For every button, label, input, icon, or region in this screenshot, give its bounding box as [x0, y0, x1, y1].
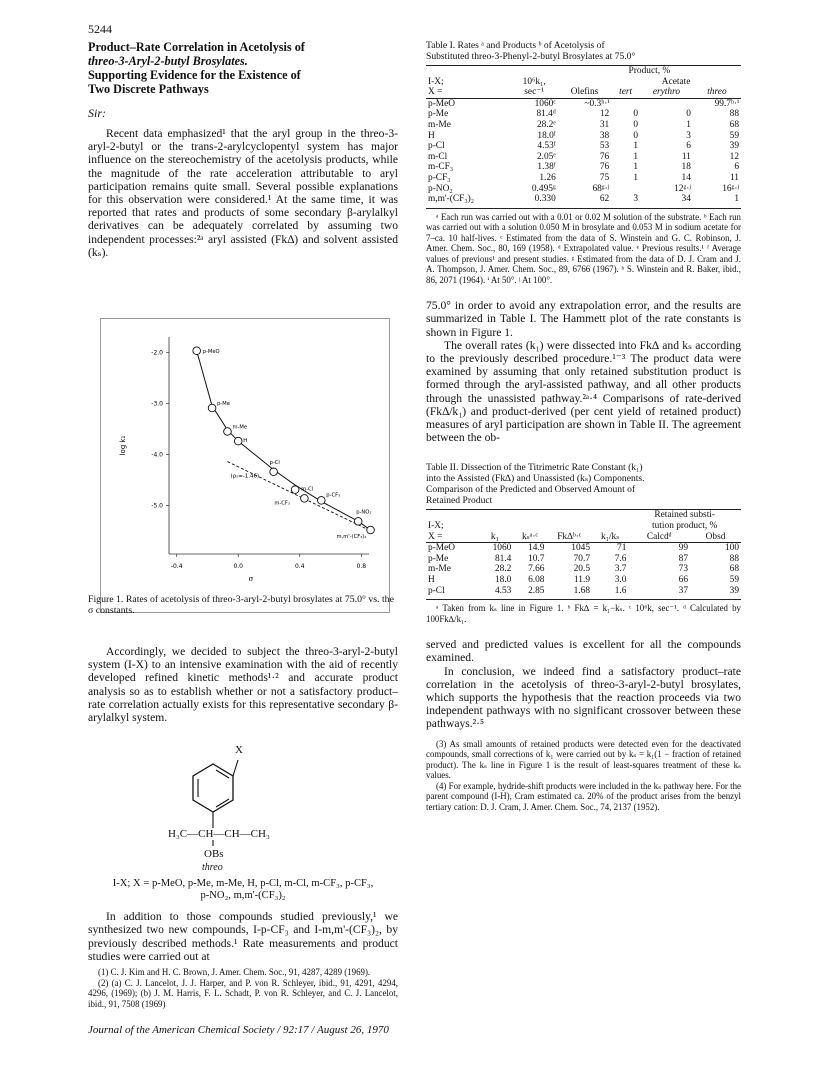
table-cell: 0 [686, 109, 691, 120]
point-label: m-CF₃ [274, 500, 291, 507]
table-cell [611, 184, 640, 195]
table-cell: 76 [599, 151, 610, 162]
table-cell: 59 [729, 575, 739, 586]
title-line: Supporting Evidence for the Existence of [88, 68, 301, 82]
table-cell: 4.53 [494, 585, 512, 596]
y-tick-label: -4.0 [151, 451, 163, 459]
table-cell: 99.7ʰ·ⁱ [714, 98, 739, 109]
product-header: Product, % [628, 66, 671, 76]
table-2-footnotes: ᵃ Taken from kₛ line in Figure 1. ᵇ Fk∆ = k₁−kₛ. ᶜ 10⁶k, sec⁻¹. ᵈ Calculated by 100Fk∆/k₁. [426, 599, 741, 624]
data-point [301, 495, 309, 503]
table-row [426, 152, 741, 163]
table-row [426, 120, 741, 131]
table-cell: m-Cl [428, 151, 448, 162]
data-point [318, 497, 326, 505]
data-point [270, 468, 278, 476]
left-column [88, 40, 398, 259]
table-cell: 3.7 [614, 564, 627, 575]
table-cell [611, 98, 640, 109]
x-tick-label: 0.4 [294, 563, 305, 570]
table-cell: 70.7 [573, 553, 591, 564]
table-cell: 1 [633, 162, 639, 173]
left-column-lower [88, 645, 398, 1009]
chain-label: H₃C—CH—CH—CH₃ [168, 828, 270, 841]
table-cell: 1060 [492, 543, 512, 554]
table-row [426, 194, 741, 205]
data-point [208, 404, 216, 412]
reference-2: (2) (a) C. J. Lancelot, J. J. Harper, and P. von R. Schleyer, ibid., 91, 4291, 4294, 4296, (1969); (b) J. M. Harris, F. L. Schadt, P. von R. Schleyer, and C. J. Lancelot, ibid., 91, 7508 (1969) [88, 977, 398, 1009]
table-2-title-line: Table II. Dissection of the Titrimetric Rate Constant (k₁) [426, 462, 643, 474]
table-cell: 3.0 [614, 575, 627, 586]
figure-1-caption: Figure 1. Rates of acetolysis of threo-3-aryl-2-butyl brosylates at 75.0° vs. the σ constants. [88, 594, 394, 616]
table-cell: 14 [681, 172, 691, 183]
point-label: p-NO₂ [356, 509, 372, 516]
paragraph-7: In conclusion, we indeed find a satisfactory product–rate correlation in the acetolysis of threo-3-aryl-2-butyl brosylates, which supports the hypothesis that the reaction proceeds via two independent pathways with no significant crossover between these pathways.²·⁵ [426, 664, 741, 731]
table-row [426, 173, 741, 184]
table-row [426, 184, 741, 195]
table-cell: p-CF₃ [428, 172, 451, 183]
table-row [426, 575, 741, 586]
table-cell: 0 [633, 130, 639, 141]
table-2-title-line: Retained Product [426, 495, 493, 507]
x-tick-label: 0.0 [233, 563, 244, 570]
x-tick-label: -0.4 [170, 563, 183, 570]
table-cell: p-Cl [428, 141, 445, 152]
table-cell: 38 [599, 130, 610, 141]
table-cell: 1.38ᶠ [537, 162, 556, 173]
col-header: erythro [652, 87, 681, 98]
table-cell: m,m'-(CF₃)₂ [428, 194, 474, 205]
table-cell: 1.26 [539, 172, 556, 183]
reference-4: (4) For example, hydride-shift products were included in the kₛ pathway here. For the parent compound (I-H), Cram estimated ca. 20% of the product arises from the benzyl tertiary cation: D. J. Cram, J. Amer. Chem. Soc., 74, 2137 (1952). [426, 780, 741, 812]
table-2-title-line: into the Assisted (Fk∆) and Unassisted (kₛ) Components. [426, 473, 645, 485]
table-cell: 34 [681, 194, 691, 205]
table-cell: m-Me [428, 564, 451, 575]
point-label: p-Me [217, 400, 230, 407]
acetate-header: Acetate [661, 76, 691, 87]
table-cell: 11 [681, 151, 691, 162]
table-cell: 68ᵍ·ʲ [592, 183, 610, 194]
data-point [354, 518, 362, 526]
col-header: Obsd [705, 531, 726, 542]
paragraph-5: The overall rates (k₁) were dissected into Fk∆ and kₛ according to the previously described procedure.¹⁻³ The product data were examined by assuming that only retained substitution product is formed through the aryl-assisted pathway, and all other products through the unassisted pathway.²ᵃ·⁴ Comparisons of rate-derived (Fk∆/k₁) and product-derived (per cent yield of retained product) measures of aryl participation are shown in Table II. The agreement between the ob- [426, 338, 741, 445]
table-cell [640, 98, 693, 109]
ks-line [227, 459, 372, 532]
table-cell: 1 [686, 119, 691, 130]
table-cell: 7.66 [528, 564, 545, 575]
table-cell: 62 [599, 194, 610, 205]
table-cell: 1 [633, 172, 639, 183]
right-references [426, 739, 741, 813]
reference-1: (1) C. J. Kim and H. C. Brown, J. Amer. Chem. Soc., 91, 4287, 4289 (1969). [98, 967, 371, 978]
table-cell: 39 [729, 141, 739, 152]
table-cell: 11 [729, 172, 739, 183]
col-header: Olefins [570, 87, 599, 98]
col-header: sec⁻¹ [524, 87, 545, 98]
table-cell: p-MeO [428, 98, 456, 109]
reference-3: (3) As small amounts of retained products were detected even for the deactivated compounds, small corrections of k₁ were carried out by kₛ = k₁(1 − fraction of retained product). The kₛ line in Figure 1 is the result of least-squares treatment of these kₛ values. [426, 738, 741, 781]
table-cell: 1060ᶜ [534, 98, 556, 109]
table-cell: 99 [678, 543, 689, 554]
table-cell: 88 [729, 109, 739, 120]
table-cell: 81.4 [494, 553, 512, 564]
point-label: p-CF₃ [326, 492, 341, 499]
point-label: p-MeO [202, 348, 220, 355]
table-cell: 2.85 [528, 585, 545, 596]
table-row [426, 162, 741, 173]
table-cell: 2.05ᵉ [536, 151, 556, 162]
point-label: m-Me [232, 424, 248, 431]
table-cell: 1 [633, 141, 639, 152]
table-cell: 4.53ᶠ [537, 141, 556, 152]
table-cell: 18.0 [494, 575, 512, 586]
table-1-title [426, 40, 741, 62]
hammett-plot [101, 319, 389, 612]
table-cell: 12 [599, 109, 610, 120]
table-cell: 20.5 [573, 564, 591, 575]
y-tick-label: -2.0 [151, 349, 163, 357]
table-cell: H [428, 130, 435, 141]
table-cell: 3 [686, 130, 691, 141]
col-header: Calcdᵈ [646, 531, 672, 542]
leaving-group-label: OBs [204, 848, 224, 861]
table-row [426, 109, 741, 120]
table-cell: 68 [729, 564, 739, 575]
table-cell: p-NO₂ [428, 183, 453, 194]
col-header: Fk∆ᵇ·ᶜ [557, 531, 582, 542]
table-cell: m-Me [428, 119, 451, 130]
table-cell: 0.495ᵍ [531, 183, 556, 194]
table-cell: 16ᵍ·ʲ [722, 183, 739, 194]
paragraph-4: 75.0° in order to avoid any extrapolation error, and the results are summarized in Table I. The Hammett plot of the rate constants is shown in Figure 1. [426, 299, 741, 339]
title-line: Two Discrete Pathways [88, 82, 209, 96]
table-cell: 6 [734, 162, 739, 173]
table-row [426, 586, 741, 597]
table-cell: 0 [633, 119, 639, 130]
table-1-footnotes: ᵃ Each run was carried out with a 0.01 or 0.02 M solution of the substrate. ᵇ Each run was carried out with a solution 0.050 M in brosylate and 0.053 M in sodium acetate for 7–ca. 10 half-lives. ᶜ Estimated from the data of S. Winstein and G. C. Robinson, J. Amer. Chem. Soc., 80, 169 (1958). ᵈ Extrapolated value. ᵉ Previous results.¹ ᶠ Average values of previous¹ and present studies. ᵍ Estimated from the data of D. J. Cram and J. A. Thompson, J. Amer. Chem. Soc., 89, 6766 (1967). ʰ S. Winstein and R. Baker, ibid., 86, 2071 (1964). ⁱ At 50°. ʲ At 100°. [426, 208, 741, 286]
table-cell: 28.2 [494, 564, 512, 575]
config-label: threo [202, 862, 223, 874]
y-tick-label: -5.0 [151, 502, 163, 510]
point-label: H [243, 438, 248, 445]
table-cell: p-Me [428, 553, 449, 564]
col-header: k₁/kₛ [601, 531, 620, 542]
table-cell: 3 [633, 194, 639, 205]
table-row [426, 554, 741, 565]
table-cell: p-Cl [428, 585, 445, 596]
table-cell: 68 [729, 119, 739, 130]
table-cell: 1045 [571, 543, 591, 554]
retained-header: tution product, % [652, 521, 718, 532]
table-cell: H [428, 575, 435, 586]
article-title [88, 40, 398, 96]
point-label: p-Cl [269, 459, 280, 466]
paragraph-6: served and predicted values is excellent for all the compounds examined. [426, 638, 741, 665]
table-cell: 6.08 [528, 575, 545, 586]
table-1 [426, 65, 741, 205]
table-cell: 1.6 [614, 585, 627, 596]
table-cell: 75 [599, 172, 610, 183]
col-header: I-X; [428, 521, 444, 532]
table-2-title-line: Comparison of the Predicted and Observed Amount of [426, 484, 636, 496]
table-cell: 39 [729, 585, 739, 596]
table-row [426, 141, 741, 152]
table-1-title-line: Substituted threo-3-Phenyl-2-butyl Brosylates at 75.0° [426, 51, 636, 62]
definition-line: I-X; X = p-MeO, p-Me, m-Me, H, p-Cl, m-Cl, m-CF₃, p-CF₃, [112, 878, 374, 890]
table-cell: 14.9 [528, 543, 545, 554]
table-cell: 71 [617, 543, 627, 554]
table-cell: m-CF₃ [428, 162, 454, 173]
table-cell: 12 [729, 151, 739, 162]
right-column [426, 40, 741, 812]
data-point [224, 428, 232, 436]
col-header: I-X; [428, 76, 444, 87]
table-2 [426, 509, 741, 596]
table-1-title-line: Table I. Rates ᵃ and Products ᵇ of Acetolysis of [426, 40, 605, 51]
left-references [88, 967, 398, 1009]
table-row [426, 98, 741, 109]
table-cell: 100 [724, 543, 739, 554]
table-cell: 6 [686, 141, 691, 152]
table-cell: 88 [729, 553, 739, 564]
table-cell: 37 [678, 585, 689, 596]
table-cell: 1 [734, 194, 739, 205]
table-cell: ~0.3ʰ·ⁱ [584, 98, 610, 109]
table-cell: 10.7 [528, 553, 545, 564]
table-cell: 87 [678, 553, 689, 564]
table-cell: 1.68 [573, 585, 591, 596]
table-cell: 1 [633, 151, 639, 162]
table-cell: 66 [678, 575, 689, 586]
x-axis-label: σ [248, 575, 254, 583]
table-cell: 59 [729, 130, 739, 141]
col-header: X = [428, 531, 443, 542]
col-header: threo [707, 87, 727, 98]
table-cell: 81.4ᵈ [536, 109, 556, 120]
retained-header: Retained substi- [654, 510, 716, 521]
paragraph-2: Accordingly, we decided to subject the threo-3-aryl-2-butyl system (I-X) to an intensive examination with the aid of recently developed refined kinetic methods¹·² and accurate product analysis so as to establish whether or not a satisfactory product–rate correlation actually exists for this representative secondary β-arylalkyl system. [88, 645, 398, 725]
table-cell: 53 [599, 141, 610, 152]
salutation: Sir: [88, 106, 106, 120]
slope-label: (ρₛ=-1.46) [230, 473, 260, 480]
table-cell: 7.6 [614, 553, 627, 564]
journal-footer: Journal of the American Chemical Society / 92:17 / August 26, 1970 [88, 1024, 389, 1036]
table-row [426, 131, 741, 142]
title-line: Product–Rate Correlation in Acetolysis of [88, 40, 305, 54]
table-row [426, 543, 741, 554]
point-label: m,m'-(CF₃)₂ [336, 534, 367, 541]
table-cell: p-MeO [428, 543, 456, 554]
col-header: tert [619, 87, 633, 98]
table-2-title [426, 462, 741, 506]
definition-line: p-NO₂, m,m'-(CF₃)₂ [200, 890, 286, 902]
col-header: kₛᵃ·ᶜ [521, 531, 538, 542]
col-header: k₁ [490, 531, 499, 542]
title-line: threo-3-Aryl-2-butyl Brosylates. [88, 54, 248, 68]
table-cell: 0 [633, 109, 639, 120]
table-row [426, 564, 741, 575]
table-cell: 28.2ᵉ [536, 119, 556, 130]
structure-diagram [88, 732, 398, 872]
substituent-label: X [235, 744, 243, 757]
page-number: 5244 [88, 22, 112, 36]
table-cell: 76 [599, 162, 610, 173]
data-point [193, 347, 201, 355]
x-tick-label: 0.8 [356, 563, 367, 570]
benzene-ring-icon [88, 732, 398, 872]
table-cell: 73 [678, 564, 689, 575]
y-axis-label: log k₁ [119, 435, 127, 456]
table-cell: 18 [681, 162, 691, 173]
paragraph-3: In addition to those compounds studied previously,¹ we synthesized two new compounds, I-p-CF₃ and I-m,m'-(CF₃)₂, by previously described methods.¹ Rate measurements and product studies were carried out at [88, 910, 398, 963]
figure-1 [100, 318, 390, 613]
table-cell: 0.330 [534, 194, 556, 205]
structure-definition [88, 878, 398, 902]
table-cell: p-Me [428, 109, 449, 120]
paragraph-1: Recent data emphasized¹ that the aryl group in the threo-3-aryl-2-butyl or the trans-2-arylcyclopentyl system has major influence on the stereochemistry of the acetolysis products, while the magnitude of the rate acceleration attributable to aryl participation remains quite small. Several possible explanations for this observation were considered.¹ At the same time, it was reported that rates and products of some secondary β-arylalkyl derivatives can be adequately correlated by assuming two independent processes:²ᵃ aryl assisted (Fk∆) and solvent assisted (kₛ). [88, 127, 398, 259]
table-cell: 11.9 [573, 575, 591, 586]
data-point [367, 526, 375, 534]
col-header: 10⁶k₁, [522, 76, 546, 87]
data-point [291, 486, 299, 494]
point-label: m-Cl [301, 486, 314, 493]
col-header: X = [428, 87, 443, 98]
table-cell: 31 [599, 119, 610, 130]
table-cell: 12ᵍ·ʲ [674, 183, 691, 194]
table-cell: 18.0ᶠ [537, 130, 556, 141]
data-point [234, 437, 242, 445]
y-tick-label: -3.0 [151, 400, 163, 408]
